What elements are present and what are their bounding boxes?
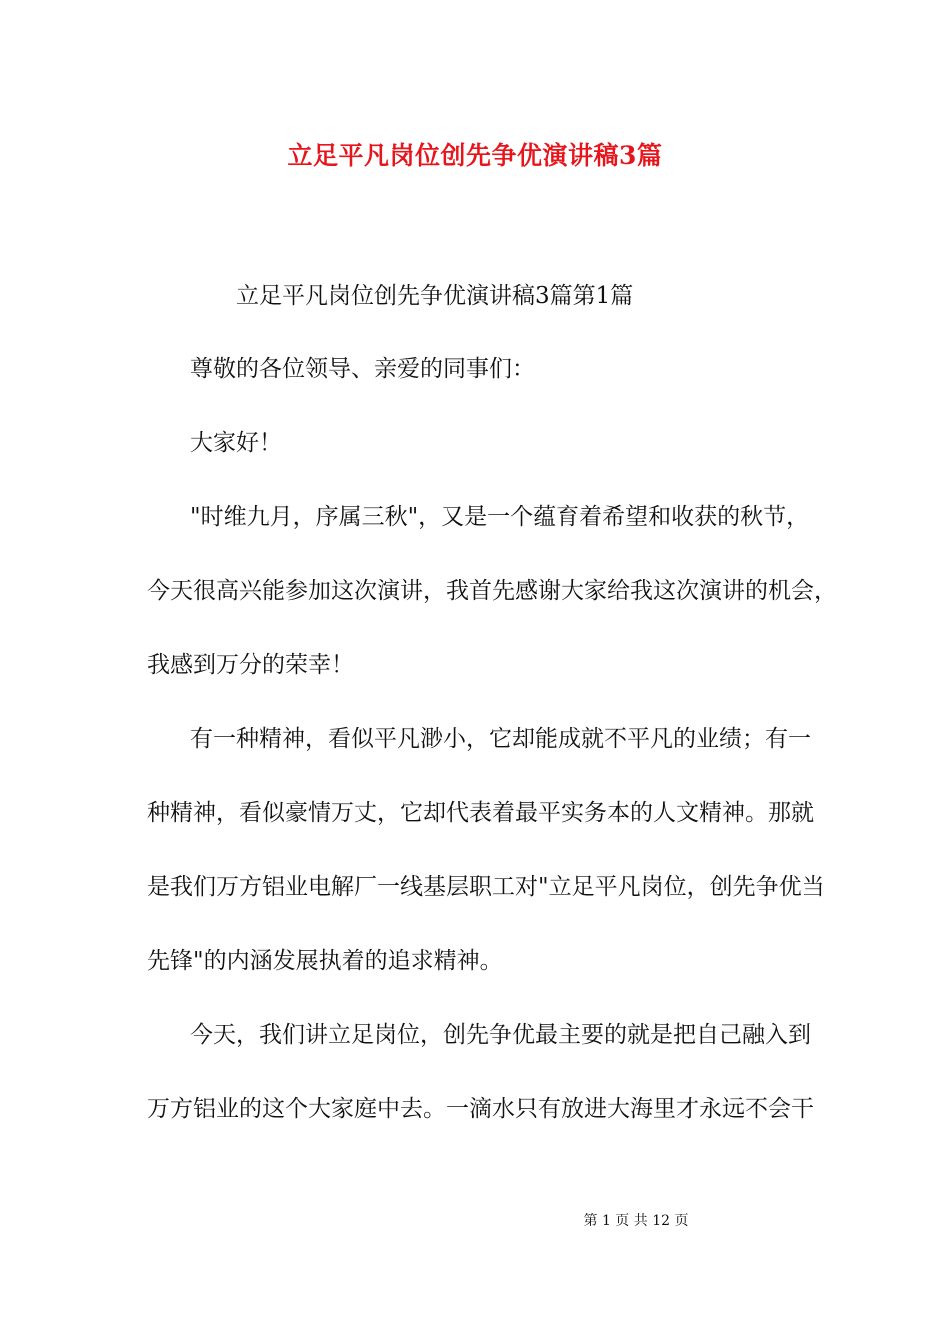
greeting: 大家好！ xyxy=(190,430,282,456)
paragraph-line: 先锋"的内涵发展执着的追求精神。 xyxy=(147,948,503,974)
paragraph-line: 万方铝业的这个大家庭中去。一滴水只有放进大海里才永远不会干 xyxy=(147,1096,814,1122)
salutation: 尊敬的各位领导、亲爱的同事们： xyxy=(190,356,535,382)
page-number: 第 1 页 共 12 页 xyxy=(583,1213,689,1229)
section-heading: 立足平凡岗位创先争优演讲稿3篇第1篇 xyxy=(236,283,634,309)
page-footer xyxy=(0,1210,950,1230)
document-title: 立足平凡岗位创先争优演讲稿3篇 xyxy=(287,141,663,170)
paragraph-line: 我感到万分的荣幸！ xyxy=(147,652,354,678)
paragraph-line: 今天很高兴能参加这次演讲，我首先感谢大家给我这次演讲的机会， xyxy=(147,578,837,604)
paragraph-line: 有一种精神，看似平凡渺小，它却能成就不平凡的业绩；有一 xyxy=(190,726,811,752)
paragraph-line: 是我们万方铝业电解厂一线基层职工对"立足平凡岗位，创先争优当 xyxy=(147,874,825,900)
paragraph-line: 今天，我们讲立足岗位，创先争优最主要的就是把自己融入到 xyxy=(190,1022,811,1048)
paragraph-line: 种精神，看似豪情万丈，它却代表着最平实务本的人文精神。那就 xyxy=(147,800,814,826)
paragraph-line: "时维九月，序属三秋"，又是一个蕴育着希望和收获的秋节， xyxy=(190,504,810,530)
